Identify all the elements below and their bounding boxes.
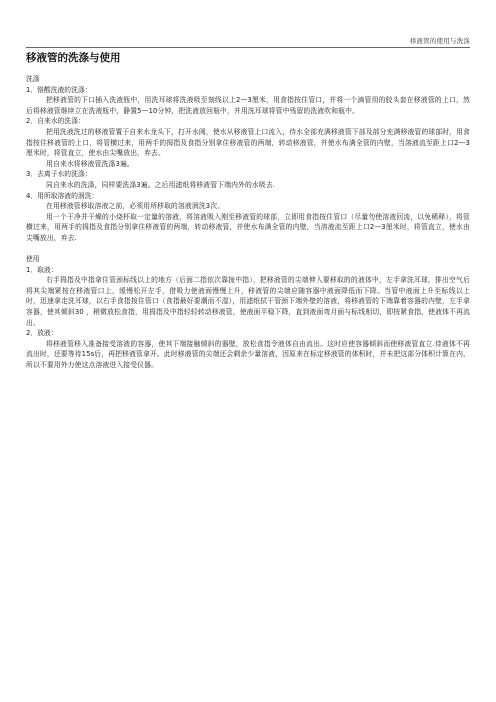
section-spacer [26,244,470,255]
wash-item-3-heading: 3．去离子水的洗涤： [26,170,92,179]
wash-item-1-heading: 1．铬酸洗液的洗涤： [26,85,92,94]
wash-item-4-paragraph: 在用移液管移取溶液之前，必须用所移取的溶液润洗3次。 [46,202,225,211]
running-header: 移液管的使用与洗涤 [409,37,470,45]
wash-item-4-paragraph: 用一个干净并干燥的小烧杯取一定量的溶液，将溶液吸入刚至移液管的球部，立即用食指按住管口（尽量勿使溶液回流，以免稀释），将管横过来，用两手的拇指及食指分别拿住移液管的两端，转动移液管，并使水布满全管的内壁，当溶液流至距上口2—3厘米时，将管直立，使水由尖嘴放出，弃去. [26,212,470,242]
document-title: 移液管的洗涤与使用 [26,52,121,64]
use-item-1-paragraph: 右手拇指及中指拿住管颈标线以上的地方（后面二指依次靠拢中指），把移液管的尖端伸入要移取的的液体中，左手拿洗耳球，排出空气后将其尖端紧按在移液管口上，缓慢松开左手，借吸力使液面慢慢上升，移液管的尖端应随容器中液面降低而下降。当管中液面上升至标线以上时，迅速拿走洗耳球，以右手食指按住管口（食指最好要潮而不湿），用滤纸拭干管颈下端外壁的溶液，将移液管的下端靠着容器的内壁，左手拿容器，使其倾斜30 ，稍微放松食指，用拇指及中指轻轻转动移液管，使液面平稳下降，直到液面弯月面与标线相切，即按紧食指，使液体不再流出。 [26,276,470,327]
wash-item-3-paragraph: 同自来水的洗涤，同样要洗涤3遍。之后用滤纸将移液管下端内外的水吸去. [46,180,276,189]
wash-item-4-heading: 4．用所取溶液的润洗： [26,191,99,200]
section-heading-wash: 洗涤 [26,75,40,83]
wash-item-2-paragraph: 用自来水将移液管洗涤3遍。 [46,159,134,168]
header-rule [26,47,470,48]
use-item-2-heading: 2．放液： [26,329,58,338]
section-heading-use: 使用 [26,255,40,264]
wash-item-2-heading: 2．自来水的洗涤： [26,117,85,126]
wash-item-2-paragraph: 把用洗液洗过的移液管置于自来水龙头下，打开水阀，使水从移液管上口流入，待水全部充满移液管下部及部分充满移液管的球部时，用食指按住移液管的上口，将管横过来，用两手的拇指及食指分别拿住移液管的两端，转动移液管，并使水布满全管的内壁，当溶液流至距上口2—3厘米时，将管直立，使水由尖嘴放出，弃去。 [26,127,470,158]
document-body [26,51,470,371]
use-item-1-heading: 1．取液： [26,265,58,274]
wash-item-1-paragraph: 把移液管的下口插入洗液瓶中，用洗耳球将洗液吸至刻线以上2—3厘米，用食指按住管口，并将一个滴管用的胶头套在移液管的上口，然后将移液管继续立在洗液瓶中，静置5—10分钟，把洗液放回瓶中，并用洗耳球将管中残留的洗液吹和瓶中。 [26,96,470,115]
use-item-2-paragraph: 将移液管移入准备接受溶液的容器，使其下端接触倾斜的器壁，放松食指令液体自由流出。这时应使容器倾斜而使移液管直立.待液体不再流出时，还要等待15s后，再把移液管拿开。此时移液管的尖端还会剩余少量溶液，因原来在标定移液管的体积时，并未把这部分体积计算在内，所以不要用外力使这点溶液进入接受仪器。 [26,339,470,370]
